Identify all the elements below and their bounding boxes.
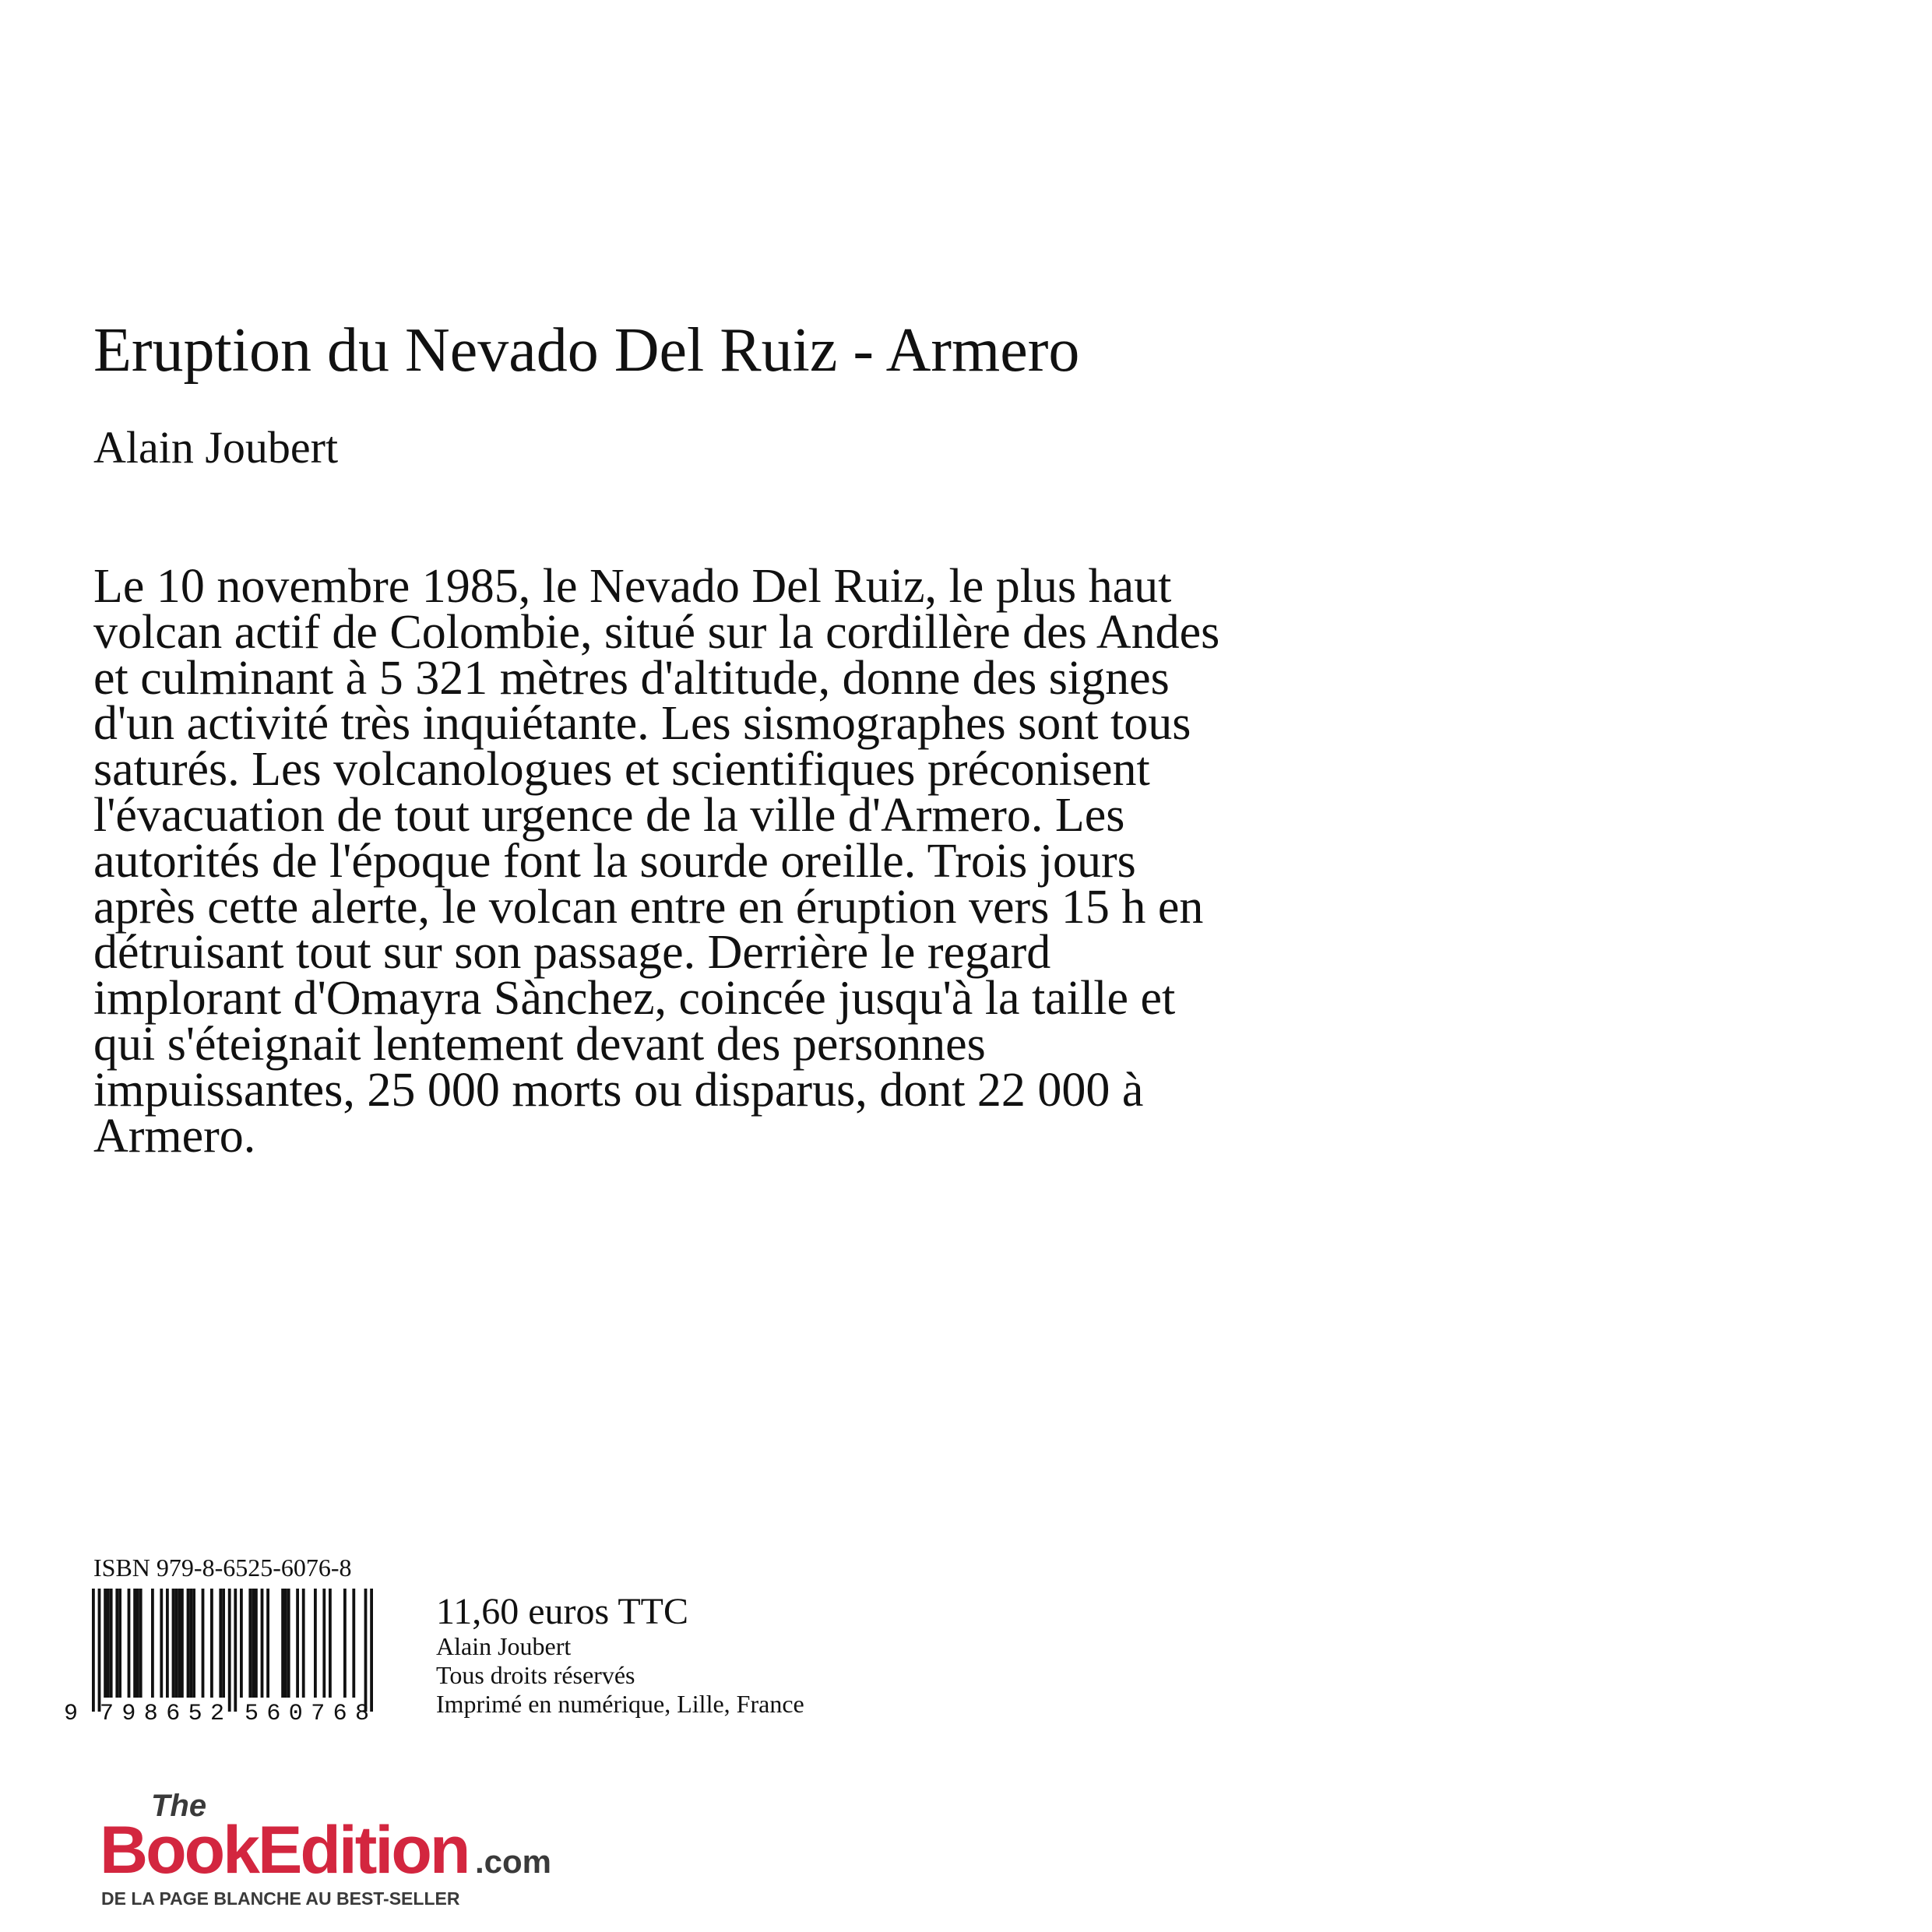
summary-line: Le 10 novembre 1985, le Nevado Del Ruiz, le plus haut — [93, 560, 1172, 613]
summary-line: volcan actif de Colombie, situé sur la cordillère des Andes — [93, 605, 1220, 659]
thebookedition-logo — [100, 1783, 567, 1908]
barcode-bar — [370, 1589, 373, 1712]
barcode-bar — [181, 1589, 184, 1698]
barcode-bar — [343, 1589, 347, 1698]
barcode-bar — [322, 1589, 326, 1698]
imprint-block — [436, 1632, 804, 1719]
imprint-author: Alain Joubert — [436, 1632, 572, 1660]
barcode-bar — [110, 1589, 113, 1698]
barcode-bar — [160, 1589, 163, 1698]
summary-line: impuissantes, 25 000 morts ou disparus, dont 22 000 à — [93, 1063, 1144, 1117]
barcode-bar — [296, 1589, 299, 1698]
barcode-bar — [261, 1589, 264, 1698]
barcode-bars — [92, 1589, 373, 1712]
barcode-bar — [166, 1589, 169, 1698]
barcode-bar — [189, 1589, 192, 1698]
barcode-bar — [107, 1589, 110, 1698]
barcode-bar — [174, 1589, 178, 1698]
summary-line: implorant d'Omayra Sànchez, coincée jusqu'à la taille et — [93, 972, 1176, 1026]
barcode-bar — [139, 1589, 143, 1698]
barcode-bar — [240, 1589, 243, 1698]
barcode-bar — [234, 1589, 237, 1712]
barcode-bar — [187, 1589, 190, 1698]
summary-line: Armero. — [93, 1109, 256, 1163]
barcode-bar — [314, 1589, 317, 1698]
barcode-bar — [364, 1589, 368, 1712]
imprint-printed: Imprimé en numérique, Lille, France — [436, 1690, 804, 1718]
publisher-logo — [100, 1783, 567, 1908]
summary-line: détruisant tout sur son passage. Derrière le regard — [93, 926, 1051, 980]
imprint-rights: Tous droits réservés — [436, 1661, 635, 1689]
barcode-bar — [136, 1589, 139, 1698]
summary-line: qui s'éteignait lentement devant des personnes — [93, 1017, 986, 1071]
barcode-bar — [202, 1589, 205, 1698]
barcode-bar — [222, 1589, 225, 1698]
barcode-bar — [228, 1589, 231, 1712]
book-title: Eruption du Nevado Del Ruiz - Armero — [93, 316, 1080, 385]
isbn-label: ISBN 979-8-6525-6076-8 — [93, 1554, 352, 1582]
barcode-bar — [172, 1589, 175, 1698]
price: 11,60 euros TTC — [436, 1591, 688, 1632]
barcode-left-digits: 798652 — [100, 1701, 224, 1721]
barcode-bar — [128, 1589, 131, 1698]
barcode-bar — [219, 1589, 222, 1698]
summary-line: autorités de l'époque font la sourde oreille. Trois jours — [93, 834, 1136, 888]
logo-book: Book — [100, 1813, 258, 1888]
logo-the: The — [151, 1789, 207, 1823]
barcode-bar — [302, 1589, 305, 1698]
barcode-bar — [133, 1589, 136, 1698]
barcode-right-digits: 560768 — [245, 1701, 369, 1721]
barcode-bar — [151, 1589, 154, 1698]
barcode-bar — [104, 1589, 107, 1698]
book-author: Alain Joubert — [93, 422, 339, 473]
barcode-bar — [92, 1589, 95, 1712]
barcode-bar — [118, 1589, 121, 1698]
logo-edition: Edition — [258, 1813, 469, 1888]
isbn-barcode — [55, 1589, 397, 1721]
barcode-bar — [284, 1589, 287, 1698]
summary-line: l'évacuation de tout urgence de la ville d'Armero. Les — [93, 788, 1125, 842]
logo-com: .com — [475, 1843, 552, 1880]
barcode-bar — [178, 1589, 181, 1698]
summary-line: d'un activité très inquiétante. Les sismographes sont tous — [93, 697, 1191, 751]
barcode-graphic — [55, 1589, 397, 1721]
barcode-bar — [98, 1589, 101, 1712]
logo-wordmark — [100, 1813, 468, 1888]
barcode-bar — [352, 1589, 355, 1698]
barcode-bar — [115, 1589, 118, 1698]
barcode-bar — [287, 1589, 290, 1698]
barcode-bar — [266, 1589, 269, 1698]
barcode-bar — [255, 1589, 258, 1698]
logo-tagline: DE LA PAGE BLANCHE AU BEST-SELLER — [101, 1888, 460, 1908]
barcode-bar — [248, 1589, 252, 1698]
summary-line: saturés. Les volcanologues et scientifiques préconisent — [93, 743, 1150, 797]
barcode-bar — [329, 1589, 332, 1698]
barcode-first-digit: 9 — [64, 1701, 79, 1721]
book-summary — [93, 560, 1464, 1163]
summary-line: après cette alerte, le volcan entre en éruption vers 15 h en — [93, 880, 1204, 934]
barcode-bar — [281, 1589, 284, 1698]
barcode-bar — [210, 1589, 213, 1698]
summary-line: et culminant à 5 321 mètres d'altitude, donne des signes — [93, 651, 1170, 705]
barcode-bar — [192, 1589, 195, 1698]
barcode-bar — [252, 1589, 255, 1698]
